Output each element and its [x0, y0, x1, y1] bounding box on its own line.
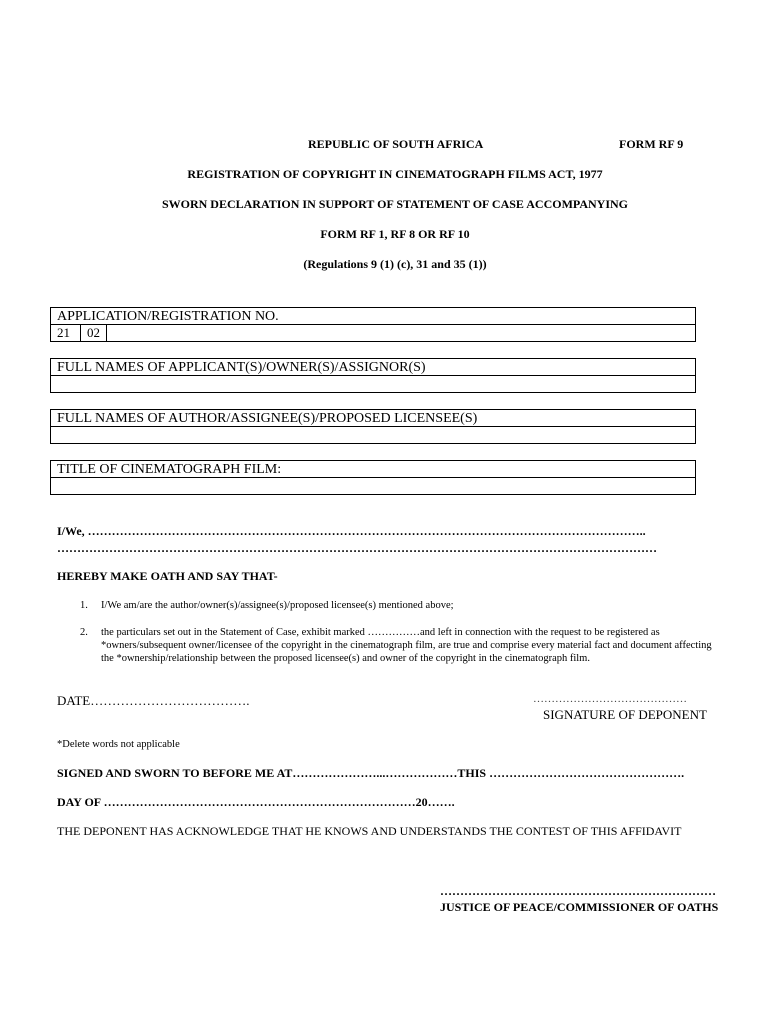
film-title-box — [50, 460, 696, 495]
authors-box — [50, 409, 696, 444]
film-title-label: TITLE OF CINEMATOGRAPH FILM: — [51, 461, 695, 478]
application-number-label: APPLICATION/REGISTRATION NO. — [51, 308, 695, 325]
iwe-dots: ………………………………………………………………………………………………………………………….. — [87, 524, 646, 538]
applicants-field[interactable] — [51, 376, 695, 392]
application-number-box — [50, 307, 696, 342]
film-title-field[interactable] — [51, 478, 695, 494]
signature-label: SIGNATURE OF DEPONENT — [543, 707, 707, 722]
form-number: FORM RF 9 — [619, 137, 684, 151]
delete-note: *Delete words not applicable — [57, 739, 180, 750]
signed-sworn-line[interactable]: SIGNED AND SWORN TO BEFORE ME AT…………………...………………THIS …………………………………………. — [57, 766, 685, 780]
declaration-heading: SWORN DECLARATION IN SUPPORT OF STATEMENT OF CASE ACCOMPANYING — [161, 197, 629, 211]
applicants-label: FULL NAMES OF APPLICANT(S)/OWNER(S)/ASSIGNOR(S) — [51, 359, 695, 376]
day-of-line[interactable]: DAY OF ……………………………………………………………………20……. — [57, 795, 455, 809]
oath-heading: HEREBY MAKE OATH AND SAY THAT- — [57, 569, 278, 583]
justice-signature-line[interactable]: …………………………………………………………… — [440, 884, 716, 898]
iwe-label: I/We, — [57, 524, 85, 538]
application-number-cell-1[interactable]: 21 — [51, 325, 81, 341]
list-item-number: 2. — [80, 627, 88, 638]
application-number-row[interactable] — [51, 325, 695, 341]
acknowledge-statement: THE DEPONENT HAS ACKNOWLEDGE THAT HE KNOWS AND UNDERSTANDS THE CONTEST OF THIS AFFIDAVIT — [57, 824, 682, 838]
authors-label: FULL NAMES OF AUTHOR/ASSIGNEE(S)/PROPOSED LICENSEE(S) — [51, 410, 695, 427]
forms-heading: FORM RF 1, RF 8 OR RF 10 — [320, 227, 470, 241]
applicants-box — [50, 358, 696, 393]
republic-heading: REPUBLIC OF SOUTH AFRICA — [308, 137, 484, 151]
iwe-line-2[interactable]: …………………………………………………………………………………………………………………………………… — [57, 541, 657, 555]
regulations-heading: (Regulations 9 (1) (c), 31 and 35 (1)) — [303, 257, 487, 271]
iwe-line[interactable] — [57, 524, 646, 539]
list-item-number: 1. — [80, 600, 88, 611]
list-item-text: I/We am/are the author/owner(s)/assignee(s)/proposed licensee(s) mentioned above; — [101, 600, 454, 611]
date-field[interactable]: DATE………………………………. — [57, 693, 250, 708]
signature-line[interactable]: …………………………………… — [533, 693, 687, 705]
act-heading: REGISTRATION OF COPYRIGHT IN CINEMATOGRAPH FILMS ACT, 1977 — [187, 167, 603, 181]
authors-field[interactable] — [51, 427, 695, 443]
application-number-cell-2[interactable]: 02 — [81, 325, 107, 341]
list-item-text: the particulars set out in the Statement of Case, exhibit marked ……………and left in connection with the request to be registered as *owners/subsequent owner/licensee of the copyright in the cinematograph film, are true and comprise every material fact and document affecting the *ownership/relationship between the proposed licensee(s) and owner of the copyright in the cinematograph film. — [101, 627, 712, 664]
justice-label: JUSTICE OF PEACE/COMMISSIONER OF OATHS — [440, 900, 719, 914]
